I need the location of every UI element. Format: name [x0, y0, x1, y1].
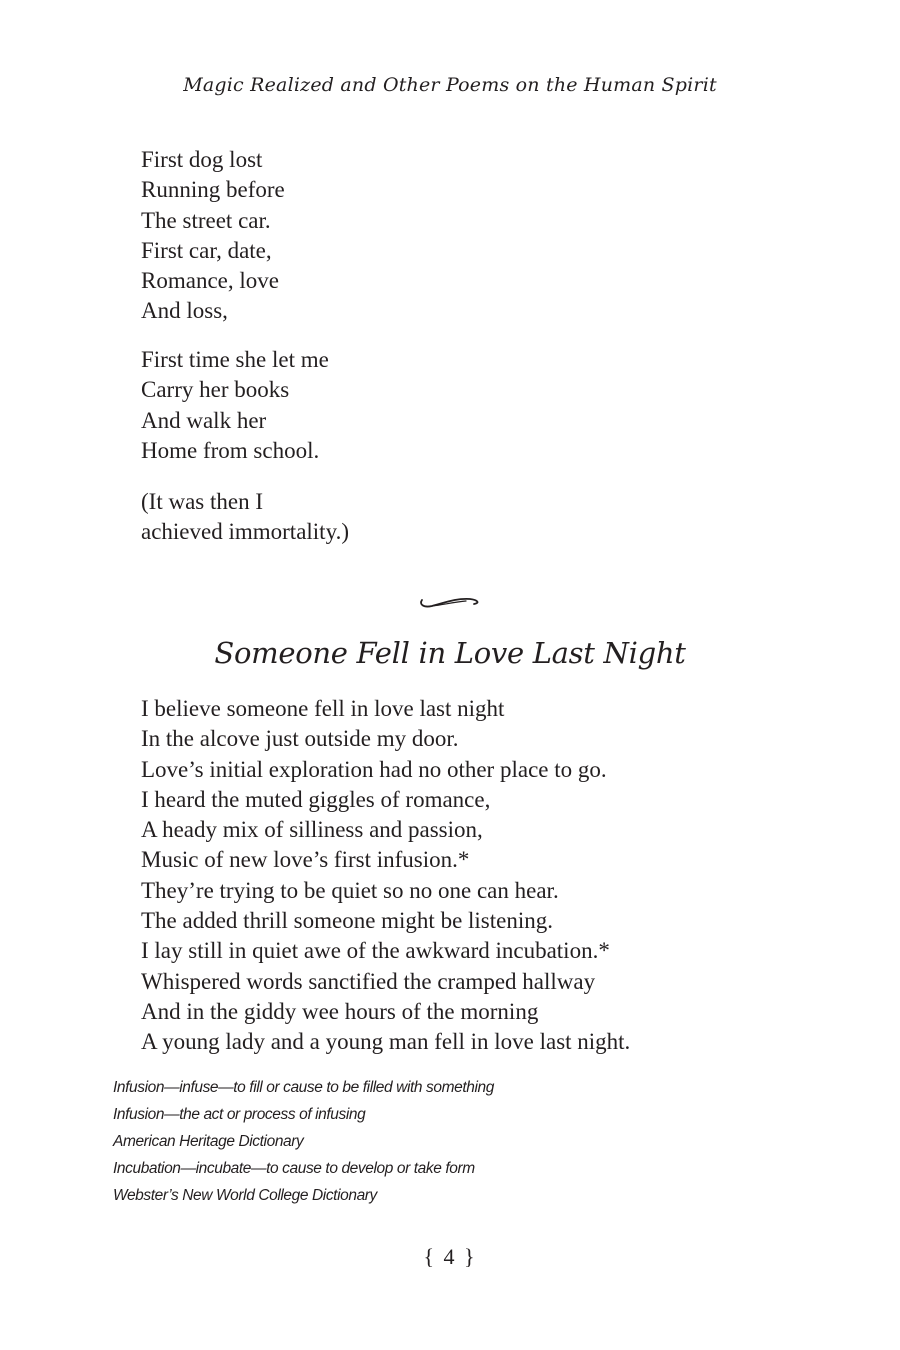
- poem-line: Home from school.: [141, 437, 320, 463]
- footnote-source: Webster’s New World College Dictionary: [113, 1187, 377, 1204]
- footnotes: [113, 1074, 494, 1209]
- poem-line: And loss,: [141, 298, 228, 324]
- poem-line: Running before: [141, 177, 285, 203]
- stanza: [141, 145, 285, 327]
- footnote: Infusion—the act or process of infusing: [113, 1106, 366, 1123]
- poem-line: achieved immortality.): [141, 519, 349, 545]
- poem-line: First time she let me: [141, 347, 329, 372]
- poem-line: I believe someone fell in love last night: [141, 696, 505, 721]
- poem-line: The added thrill someone might be listening.: [141, 908, 554, 934]
- poem-line: First dog lost: [141, 147, 263, 172]
- poem-line: They’re trying to be quiet so no one can hear.: [141, 877, 559, 903]
- poem-line: And in the giddy wee hours of the morning: [141, 998, 539, 1024]
- poem-line: (It was then I: [141, 489, 263, 514]
- page-number: { 4 }: [423, 1244, 477, 1269]
- poem-line: First car, date,: [141, 237, 272, 263]
- footnote-source: American Heritage Dictionary: [113, 1133, 304, 1150]
- poem-line: A young lady and a young man fell in love last night.: [141, 1029, 631, 1055]
- flourish-ornament-icon: [418, 590, 482, 612]
- poem-title: Someone Fell in Love Last Night: [214, 636, 686, 670]
- running-header: Magic Realized and Other Poems on the Human Spirit: [183, 74, 717, 96]
- footnote: Infusion—infuse—to fill or cause to be filled with something: [113, 1079, 494, 1096]
- poem-line: A heady mix of silliness and passion,: [141, 817, 483, 843]
- footnote: Incubation—incubate—to cause to develop or take form: [113, 1160, 475, 1177]
- poem-body: [141, 694, 630, 1058]
- poem-line: The street car.: [141, 207, 271, 233]
- poem-line: Whispered words sanctified the cramped hallway: [141, 968, 596, 994]
- poem-line: In the alcove just outside my door.: [141, 726, 459, 752]
- poem-line: I lay still in quiet awe of the awkward incubation.*: [141, 938, 610, 964]
- poem-line: Love’s initial exploration had no other place to go.: [141, 756, 607, 782]
- stanza: [141, 487, 349, 548]
- poem-line: Carry her books: [141, 377, 290, 403]
- poem-line: Music of new love’s first infusion.*: [141, 847, 470, 873]
- poem-line: I heard the muted giggles of romance,: [141, 786, 491, 812]
- stanza: [141, 345, 329, 466]
- poem-line: Romance, love: [141, 268, 279, 294]
- poem-line: And walk her: [141, 407, 267, 433]
